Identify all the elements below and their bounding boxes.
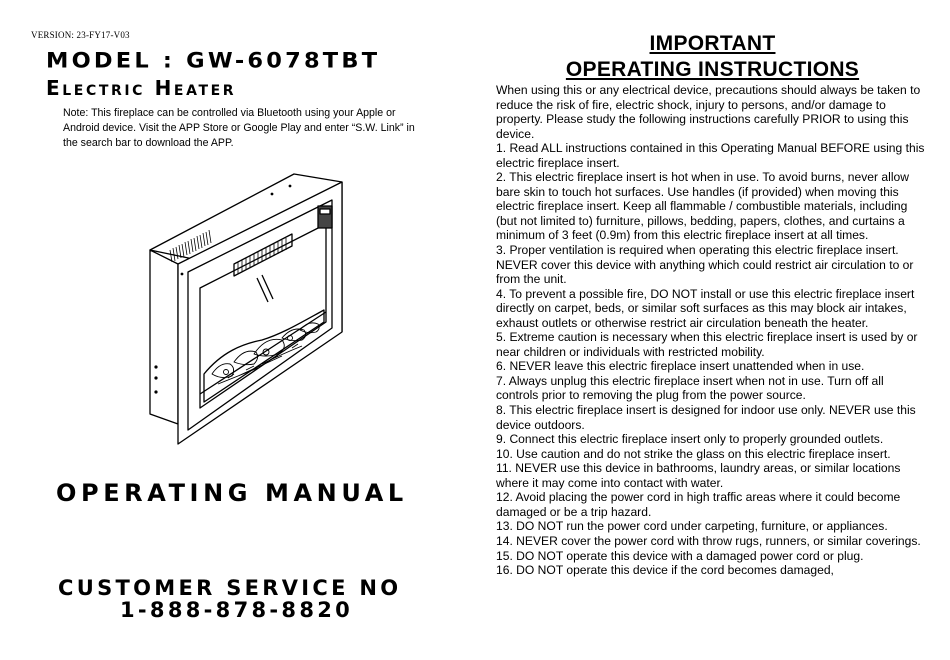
product-subtitle: Electric Heater xyxy=(46,76,237,100)
instruction-item: 2. This electric fireplace insert is hot when in use. To avoid burns, never allow bare skin to touch hot surfaces. Use handles (if provided) when moving this electric fireplace insert. Keep all flammable / combustible materials, including (but not limited to) furniture, pillows, bedding, papers, clothes, and curtains a minimum of 3 feet (0.9m) from this electric fireplace insert at all times. xyxy=(496,170,909,243)
instructions-heading xyxy=(475,31,950,83)
instruction-item: 4. To prevent a possible fire, DO NOT install or use this electric fireplace insert directly on carpet, beds, or similar soft surfaces as this may block air intakes, exhaust outlets or otherwise restrict air circulation beneath the heater. xyxy=(496,286,915,330)
customer-service-number: 1-888-878-8820 xyxy=(120,598,354,622)
instruction-item: 14. NEVER cover the power cord with throw rugs, runners, or similar coverings. xyxy=(496,533,921,548)
fireplace-insert-illustration xyxy=(142,162,354,452)
instruction-item: 3. Proper ventilation is required when operating this electric fireplace insert. NEVER cover this device with anything which could restrict air circulation to or from the unit. xyxy=(496,243,914,287)
instruction-item: 1. Read ALL instructions contained in this Operating Manual BEFORE using this electric fireplace insert. xyxy=(496,141,925,170)
instruction-item: 5. Extreme caution is necessary when this electric fireplace insert is used by or near children or individuals with restricted mobility. xyxy=(496,330,918,359)
operating-manual-title: OPERATING MANUAL xyxy=(56,479,408,507)
instruction-item: 11. NEVER use this device in bathrooms, laundry areas, or similar locations where it may come into contact with water. xyxy=(496,461,901,490)
heading-important: IMPORTANT xyxy=(649,32,776,55)
instruction-item: 10. Use caution and do not strike the glass on this electric fireplace insert. xyxy=(496,446,891,461)
instructions-body xyxy=(496,83,926,578)
instruction-item: 7. Always unplug this electric fireplace insert when not in use. Turn off all controls prior to removing the plug from the power source. xyxy=(496,373,884,403)
instruction-item: 9. Connect this electric fireplace insert only to properly grounded outlets. xyxy=(496,432,884,447)
version-label: VERSION: 23-FY17-V03 xyxy=(31,30,130,40)
instruction-item: 13. DO NOT run the power cord under carpeting, furniture, or appliances. xyxy=(496,519,888,534)
instruction-item: 15. DO NOT operate this device with a damaged power cord or plug. xyxy=(496,548,864,563)
right-page xyxy=(475,0,950,660)
instructions-intro: When using this or any electrical device, precautions should always be taken to reduce the risk of fire, electric shock, injury to persons, and/or damage to property. Please study the following instructions carefully PRIOR to using this device. xyxy=(496,83,921,141)
instruction-item: 16. DO NOT operate this device if the cord becomes damaged, xyxy=(496,563,834,578)
bluetooth-note: Note: This fireplace can be controlled via Bluetooth using your Apple or Android device. Visit the APP Store or Google Play and enter “S.W. Link” in the search bar to download the APP. xyxy=(63,107,415,149)
instruction-item: 8. This electric fireplace insert is designed for indoor use only. NEVER use this device outdoors. xyxy=(496,403,916,432)
heading-operating-instructions: OPERATING INSTRUCTIONS xyxy=(565,58,860,81)
instruction-item: 6. NEVER leave this electric fireplace insert unattended when in use. xyxy=(496,359,865,374)
instruction-item: 12. Avoid placing the power cord in high traffic areas where it could become damaged or be a trip hazard. xyxy=(496,490,901,519)
model-title: MODEL : GW-6078TBT xyxy=(46,48,381,74)
customer-service-label: CUSTOMER SERVICE NO xyxy=(58,576,402,600)
